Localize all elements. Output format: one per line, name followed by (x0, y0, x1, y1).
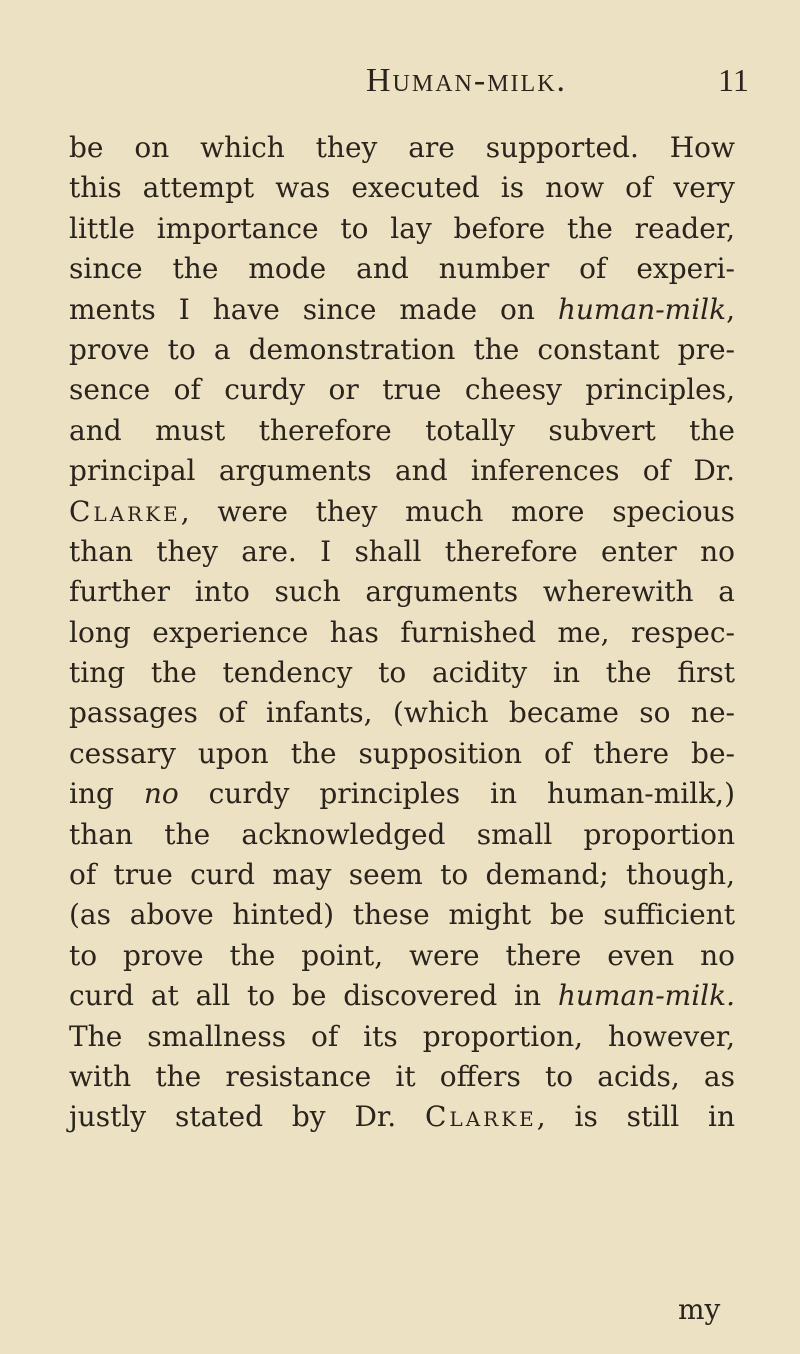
text-line: little importance to lay before the reader, (69, 211, 735, 245)
running-head (0, 62, 800, 106)
text-line: prove to a demonstration the constant pre- (69, 332, 735, 366)
running-title: Human-milk. (366, 62, 568, 99)
text-line: The smallness of its proportion, however, (69, 1019, 735, 1053)
text-line: curd at all to be discovered in human-milk. (69, 979, 735, 1013)
text-line: further into such arguments wherewith a (69, 575, 735, 609)
text-line: principal arguments and inferences of Dr. (69, 454, 735, 488)
body-text (69, 128, 735, 1138)
text-line: of true curd may seem to demand; though, (69, 858, 735, 892)
catchword: my (678, 1293, 721, 1326)
text-line: ting the tendency to acidity in the first (69, 656, 735, 690)
text-line: (as above hinted) these might be sufficient (69, 898, 735, 932)
text-line: since the mode and number of experi- (69, 252, 735, 286)
text-line: long experience has furnished me, respec- (69, 615, 735, 649)
text-line: cessary upon the supposition of there be- (69, 736, 735, 770)
text-line: to prove the point, were there even no (69, 938, 735, 972)
text-line: with the resistance it offers to acids, as (69, 1059, 735, 1093)
text-line: passages of infants, (which became so ne- (69, 696, 735, 730)
text-line: than the acknowledged small proportion (69, 817, 735, 851)
text-line: ments I have since made on human-milk, (69, 292, 735, 326)
page-number: 11 (718, 62, 749, 98)
text-line: be on which they are supported. How (69, 131, 735, 164)
text-line: and must therefore totally subvert the (69, 413, 735, 447)
text-line: sence of curdy or true cheesy principles, (69, 373, 735, 407)
text-line: this attempt was executed is now of very (69, 171, 735, 205)
text-line: than they are. I shall therefore enter no (69, 534, 735, 568)
text-line: justly stated by Dr. Clarke, is still in (69, 1100, 735, 1134)
text-line: Clarke, were they much more specious (69, 494, 735, 528)
text-line: ing no curdy principles in human-milk,) (69, 777, 735, 811)
